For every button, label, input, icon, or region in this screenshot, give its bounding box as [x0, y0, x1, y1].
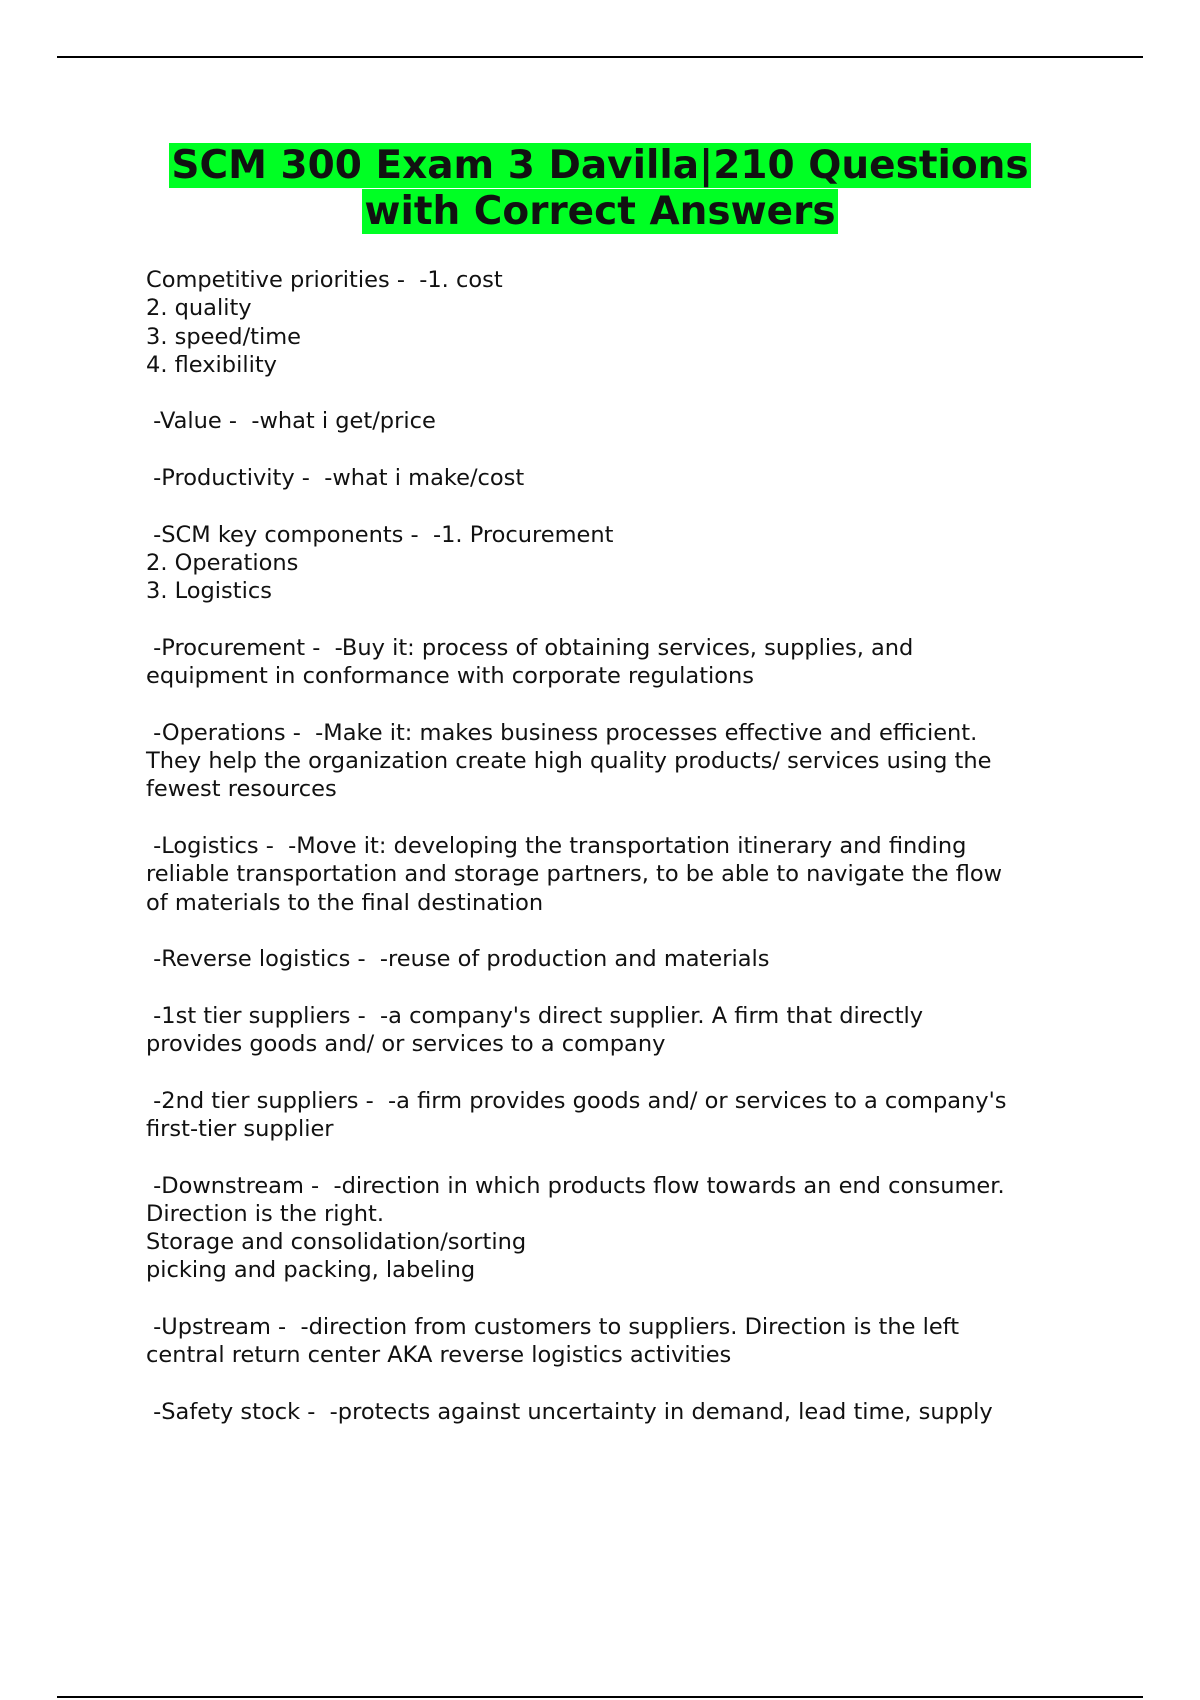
- title-line-1: SCM 300 Exam 3 Davilla|210 Questions: [171, 143, 1029, 188]
- document-title: [0, 143, 1200, 235]
- qa-entry-scm-key-components: -SCM key components - -1. Procurement 2. Operations 3. Logistics: [146, 521, 614, 605]
- qa-entry-logistics: -Logistics - -Move it: developing the transportation itinerary and finding reliable transportation and storage partners, to be able to navigate the flow of materials to the final destination: [146, 832, 1003, 916]
- title-line-2: with Correct Answers: [364, 189, 836, 234]
- qa-entry-1st-tier-suppliers: -1st tier suppliers - -a company's direct supplier. A firm that directly provides goods and/ or services to a company: [146, 1002, 924, 1058]
- qa-entry-safety-stock: -Safety stock - -protects against uncertainty in demand, lead time, supply: [146, 1398, 993, 1425]
- header-rule: [57, 56, 1143, 58]
- qa-entry-2nd-tier-suppliers: -2nd tier suppliers - -a firm provides goods and/ or services to a company's first-tier supplier: [146, 1087, 1007, 1142]
- document-body: [146, 266, 1096, 1454]
- footer-rule: [57, 1696, 1143, 1698]
- qa-entry-value: -Value - -what i get/price: [146, 408, 436, 435]
- qa-entry-reverse-logistics: -Reverse logistics - -reuse of production and materials: [146, 946, 770, 973]
- qa-entry-operations: -Operations - -Make it: makes business processes effective and efficient. They help the organization create high quality products/ services using the fewest resources: [146, 719, 992, 803]
- qa-entry-downstream: -Downstream - -direction in which products flow towards an end consumer. Direction is the right. Storage and consolidation/sorting picking and packing, labeling: [146, 1172, 1005, 1284]
- qa-entry-productivity: -Productivity - -what i make/cost: [146, 465, 525, 492]
- qa-entry-competitive-priorities: Competitive priorities - -1. cost 2. quality 3. speed/time 4. flexibility: [146, 267, 503, 378]
- qa-entry-procurement: -Procurement - -Buy it: process of obtaining services, supplies, and equipment in conformance with corporate regulations: [146, 634, 914, 690]
- qa-entry-upstream: -Upstream - -direction from customers to suppliers. Direction is the left central return center AKA reverse logistics activities: [146, 1313, 960, 1369]
